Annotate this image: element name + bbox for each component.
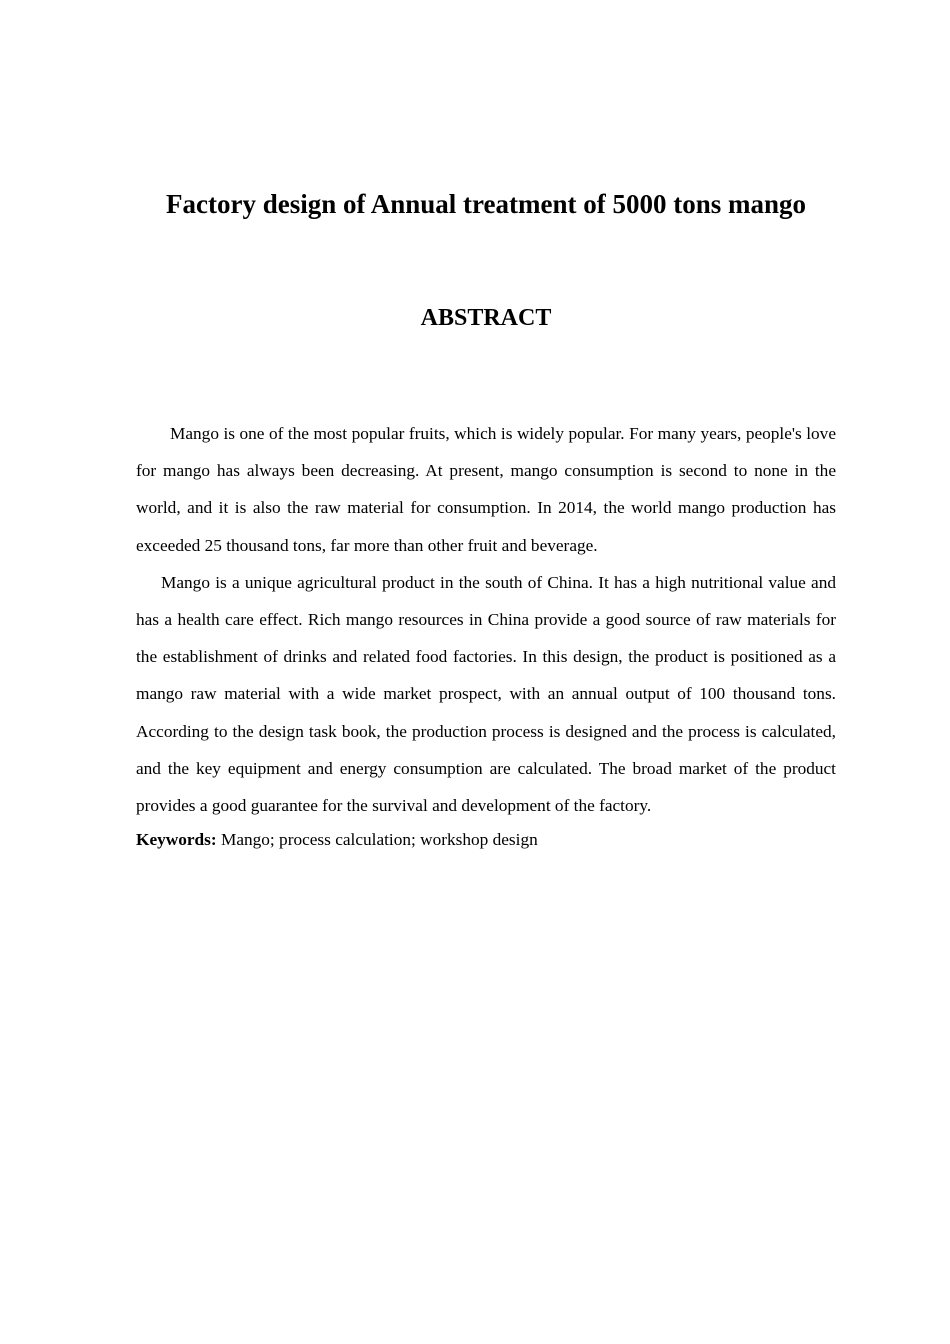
abstract-heading: ABSTRACT <box>420 305 552 331</box>
document-title: Factory design of Annual treatment of 5000 tons mango <box>166 189 806 219</box>
abstract-paragraph-1: Mango is one of the most popular fruits, which is widely popular. For many years, people's love for mango has always been decreasing. At present, mango consumption is second to none in the world, and it is also the raw material for consumption. In 2014, the world mango production has exceeded 25 thousand tons, far more than other fruit and beverage. <box>136 424 836 555</box>
keywords-label: Keywords: <box>136 830 217 850</box>
keywords-line <box>136 824 836 856</box>
abstract-body <box>136 415 836 856</box>
keywords-text: Mango; process calculation; workshop design <box>220 830 538 850</box>
abstract-paragraph-2: Mango is a unique agricultural product in the south of China. It has a high nutritional value and has a health care effect. Rich mango resources in China provide a good source of raw materials for the establishment of drinks and related food factories. In this design, the product is positioned as a mango raw material with a wide market prospect, with an annual output of 100 thousand tons. According to the design task book, the production process is designed and the process is calculated, and the key equipment and energy consumption are calculated. The broad market of the product provides a good guarantee for the survival and development of the factory. <box>136 572 836 816</box>
